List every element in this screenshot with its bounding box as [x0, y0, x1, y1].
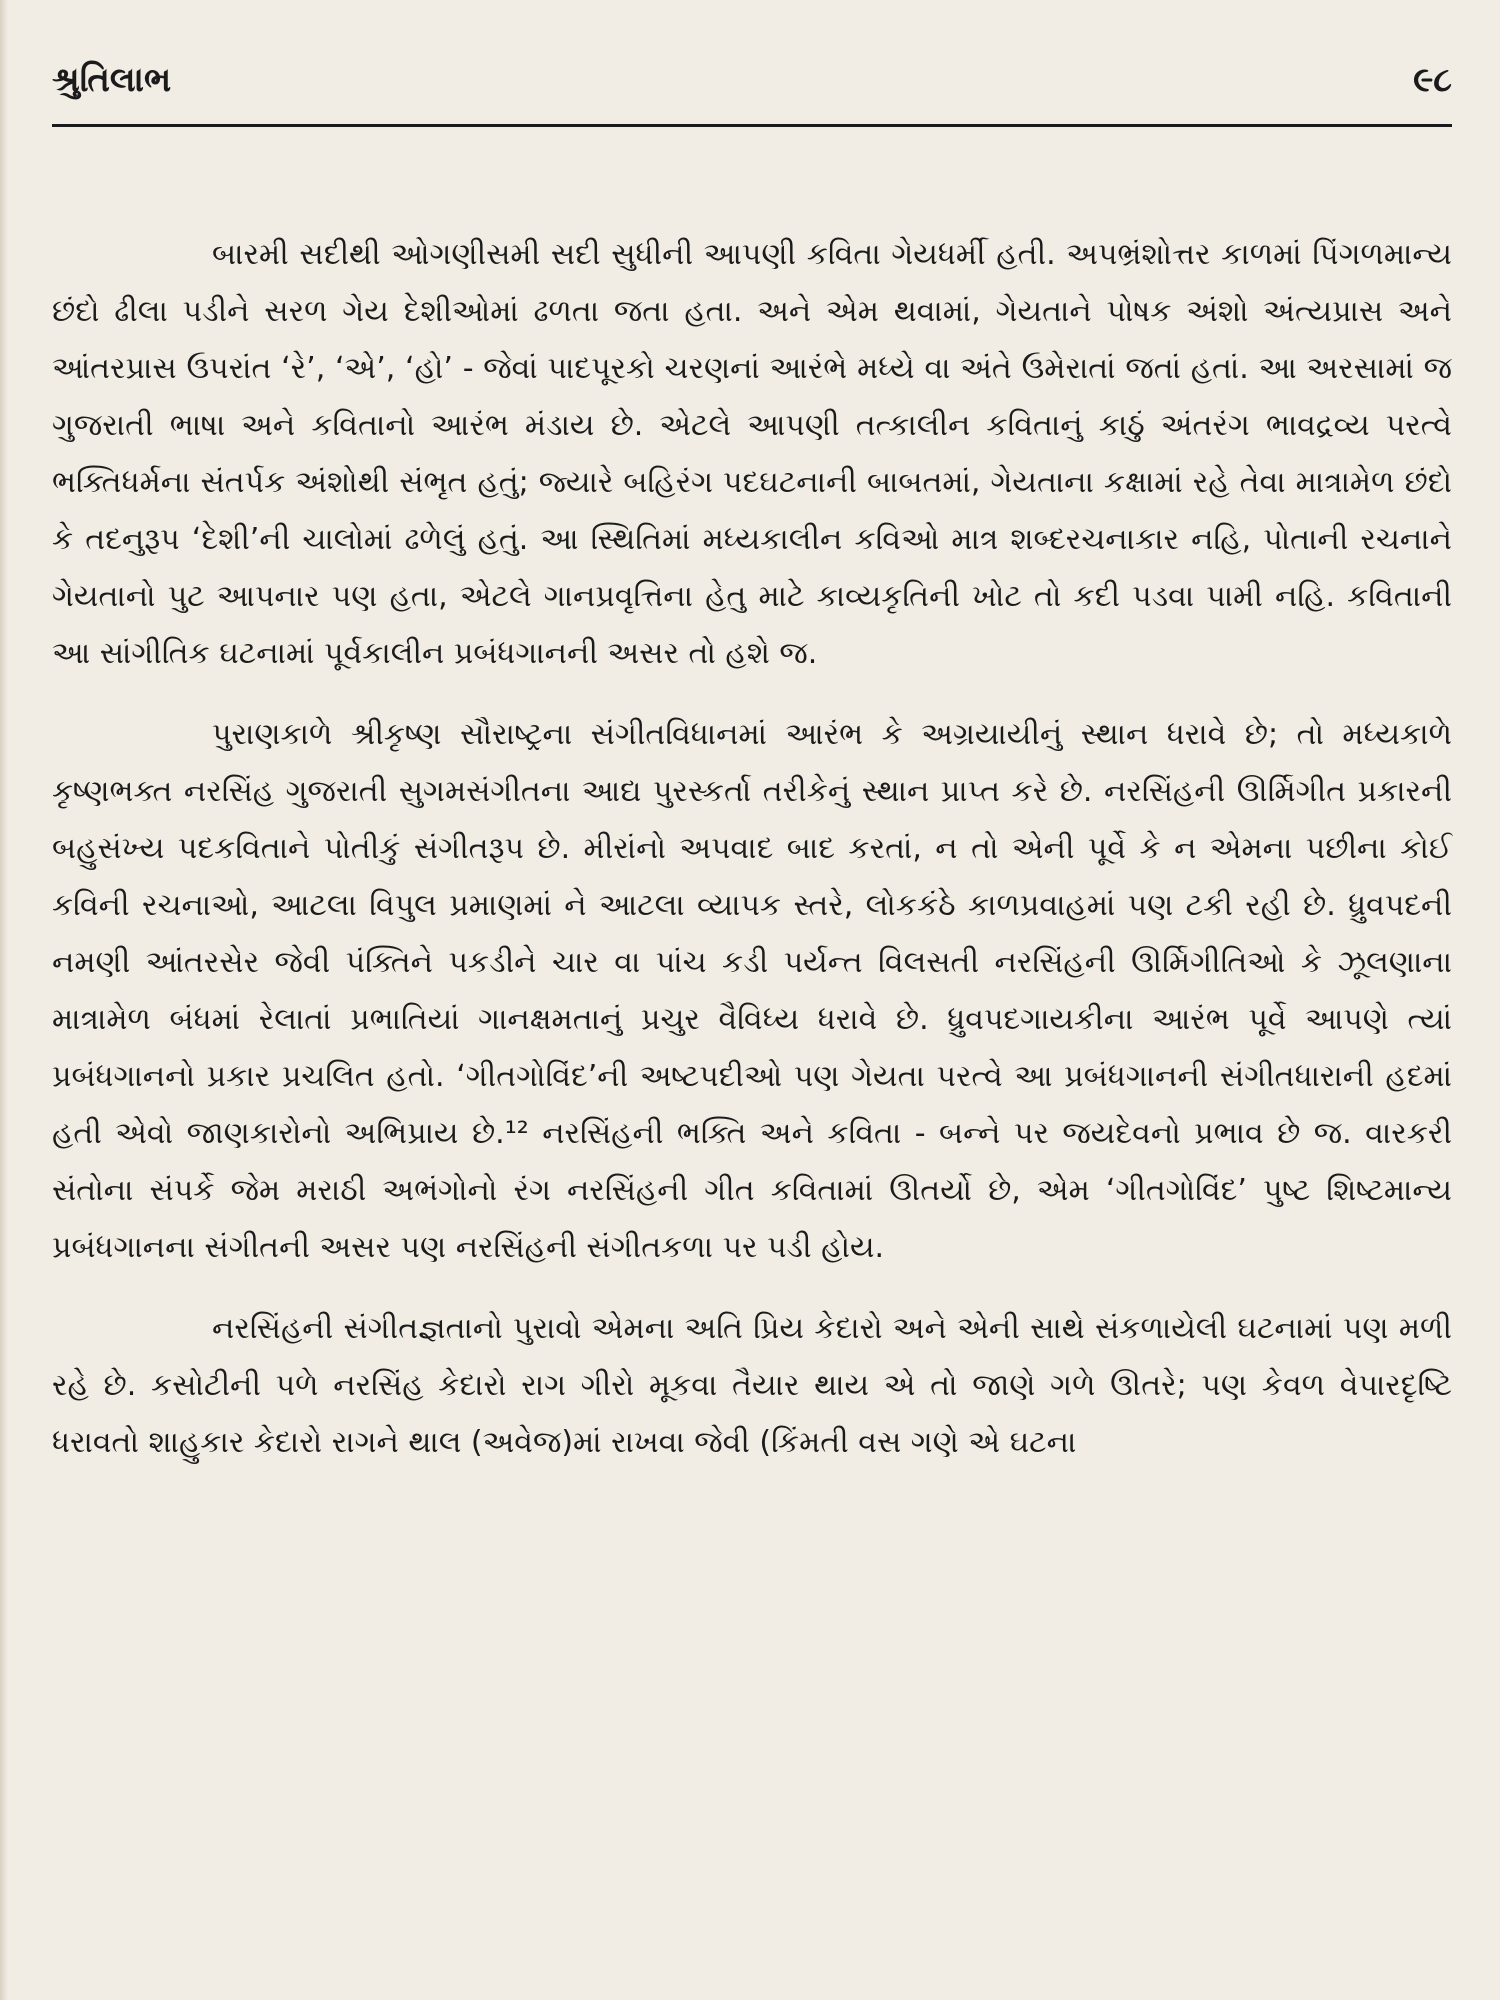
paragraph-2: પુરાણકાળે શ્રીકૃષ્ણ સૌરાષ્ટ્રના સંગીતવિધાનમાં આરંભ કે અગ્રયાયીનું સ્થાન ધરાવે છે; તો મધ્યકાળે કૃષ્ણભક્ત નરસિંહ ગુજરાતી સુગમસંગીતના આદ્ય પુરસ્કર્તા તરીકેનું સ્થાન પ્રાપ્ત કરે છે. નરસિંહની ઊર્મિગીત પ્રકારની બહુસંખ્ય પદકવિતાને પોતીકું સંગીતરૂપ છે. મીરાંનો અપવાદ બાદ કરતાં, ન તો એની પૂર્વે કે ન એમના પછીના કોઈ કવિની રચનાઓ, આટલા વિપુલ પ્રમાણમાં ને આટલા વ્યાપક સ્તરે, લોકકંઠે કાળપ્રવાહમાં પણ ટકી રહી છે. ધ્રુવપદની નમણી આંતરસેર જેવી પંક્તિને પકડીને ચાર વા પાંચ કડી પર્યન્ત વિલસતી નરસિંહની ઊર્મિગીતિઓ કે ઝૂલણાના માત્રામેળ બંધમાં રેલાતાં પ્રભાતિયાં ગાનક્ષમતાનું પ્રચુર વૈવિધ્ય ધરાવે છે. ધ્રુવપદગાયકીના આરંભ પૂર્વે આપણે ત્યાં પ્રબંધગાનનો પ્રકાર પ્રચલિત હતો. ‘ગીતગોવિંદ’ની અષ્ટપદીઓ પણ ગેયતા પરત્વે આ પ્રબંધગાનની સંગીતધારાની હદમાં હતી એવો જાણકારોનો અભિપ્રાય છે.¹² નરસિંહની ભક્તિ અને કવિતા - બન્ને પર જયદેવનો પ્રભાવ છે જ. વારકરી સંતોના સંપર્કે જેમ મરાઠી અભંગોનો રંગ નરસિંહની ગીત કવિતામાં ઊતર્યો છે, એમ ‘ગીતગોવિંદ’ પુષ્ટ શિષ્ટમાન્ય પ્રબંધગાનના સંગીતની અસર પણ નરસિંહની સંગીતકળા પર પડી હોય. — [52, 717, 1452, 1265]
paragraph-3: નરસિંહની સંગીતજ્ઞતાનો પુરાવો એમના અતિ પ્રિય કેદારો અને એની સાથે સંકળાયેલી ઘટનામાં પણ મળી રહે છે. કસોટીની પળે નરસિંહ કેદારો રાગ ગીરો મૂકવા તૈયાર થાય એ તો જાણે ગળે ઊતરે; પણ કેવળ વેપારદૃષ્ટિ ધરાવતો શાહુકાર કેદારો રાગને થાલ (અવેજ)માં રાખવા જેવી (કિંમતી વસ ગણે એ ઘટના — [52, 1311, 1452, 1460]
body-text — [52, 226, 1452, 1471]
book-page — [52, 60, 1452, 1960]
page-edge-shadow — [0, 0, 8, 2000]
page-number: ૯૮ — [1413, 60, 1452, 100]
header-rule — [52, 124, 1452, 127]
running-title: શ્રુતિલાભ — [52, 60, 172, 100]
paragraph-1: બારમી સદીથી ઓગણીસમી સદી સુધીની આપણી કવિતા ગેયધર્મી હતી. અપભ્રંશોત્તર કાળમાં પિંગળમાન્ય છંદો ઢીલા પડીને સરળ ગેય દેશીઓમાં ઢળતા જતા હતા. અને એમ થવામાં, ગેયતાને પોષક અંશો અંત્યપ્રાસ અને આંતરપ્રાસ ઉપરાંત ‘રે’, ‘એ’, ‘હો’ - જેવાં પાદપૂરકો ચરણનાં આરંભે મધ્યે વા અંતે ઉમેરાતાં જતાં હતાં. આ અરસામાં જ ગુજરાતી ભાષા અને કવિતાનો આરંભ મંડાય છે. એટલે આપણી તત્કાલીન કવિતાનું કાઠું અંતરંગ ભાવદ્રવ્ય પરત્વે ભક્તિધર્મના સંતર્પક અંશોથી સંભૃત હતું; જ્યારે બહિરંગ પદઘટનાની બાબતમાં, ગેયતાના કક્ષામાં રહે તેવા માત્રામેળ છંદો કે તદનુરૂપ ‘દેશી’ની ચાલોમાં ઢળેલું હતું. આ સ્થિતિમાં મધ્યકાલીન કવિઓ માત્ર શબ્દરચનાકાર નહિ, પોતાની રચનાને ગેયતાનો પુટ આપનાર પણ હતા, એટલે ગાનપ્રવૃત્તિના હેતુ માટે કાવ્યકૃતિની ખોટ તો કદી પડવા પામી નહિ. કવિતાની આ સાંગીતિક ઘટનામાં પૂર્વકાલીન પ્રબંધગાનની અસર તો હશે જ. — [52, 237, 1452, 671]
page-header — [52, 60, 1452, 132]
